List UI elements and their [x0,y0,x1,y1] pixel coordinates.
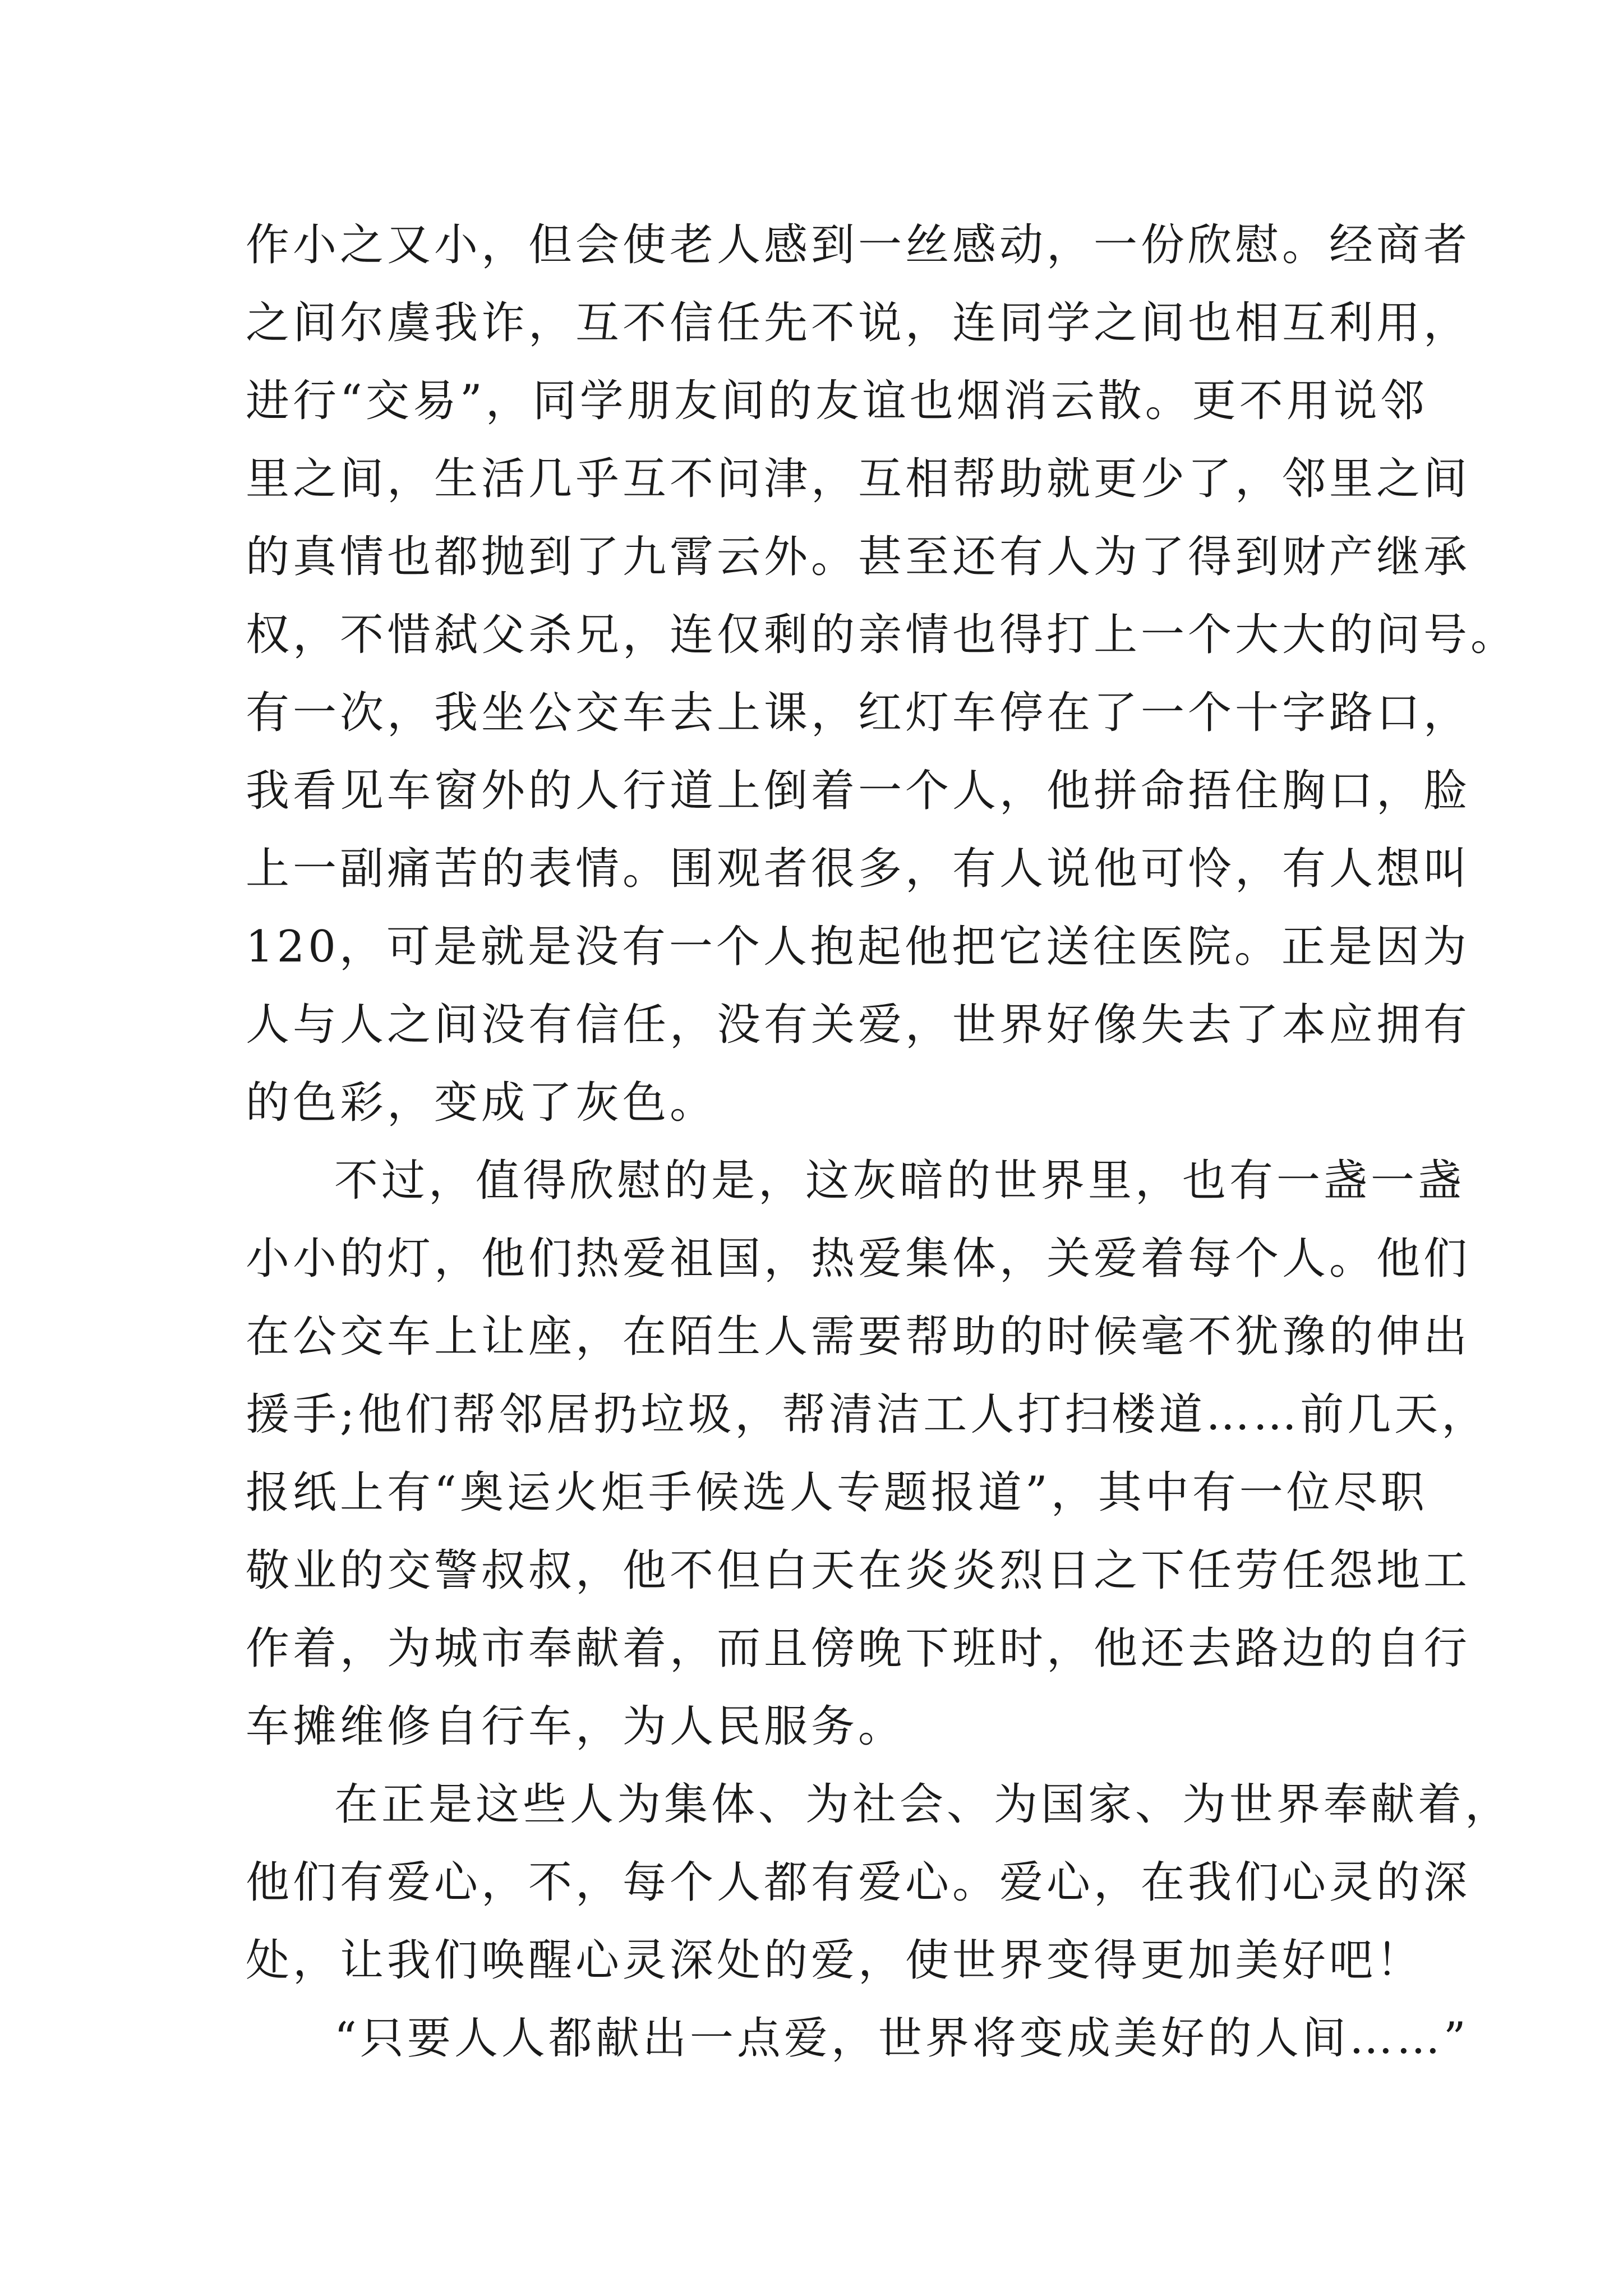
paragraph-first-line: 不过，值得欣慰的是，这灰暗的世界里，也有一盏一盏 [334,1156,1465,1206]
text-line: 作着，为城市奉献着，而且傍晚下班时，他还去路边的自行 [246,1623,1471,1674]
text-line: 报纸上有“奥运火炬手候选人专题报道”，其中有一位尽职 [246,1467,1428,1518]
body-text [246,206,1518,2078]
text-line: 作小之又小，但会使老人感到一丝感动，一份欣慰。经商者 [246,220,1471,270]
text-line: 里之间，生活几乎互不问津，互相帮助就更少了，邻里之间 [246,454,1471,504]
text-line: 之间尔虞我诈，互不信任先不说，连同学之间也相互利用， [246,298,1471,348]
text-line: 上一副痛苦的表情。围观者很多，有人说他可怜，有人想叫 [246,844,1471,894]
paragraph-first-line: 在正是这些人为集体、为社会、为国家、为世界奉献着， [334,1779,1513,1830]
text-line: 我看见车窗外的人行道上倒着一个人，他拼命捂住胸口，脸 [246,766,1471,816]
text-line: 他们有爱心，不，每个人都有爱心。爱心，在我们心灵的深 [246,1857,1471,1908]
text-line: 进行“交易”，同学朋友间的友谊也烟消云散。更不用说邻 [246,376,1428,426]
text-line: 权，不惜弑父杀兄，连仅剩的亲情也得打上一个大大的问号。 [246,610,1518,660]
text-line: 在公交车上让座，在陌生人需要帮助的时候毫不犹豫的伸出 [246,1312,1471,1362]
text-line: 人与人之间没有信任，没有关爱，世界好像失去了本应拥有 [246,1000,1471,1050]
text-line: 车摊维修自行车，为人民服务。 [246,1701,906,1752]
text-line: 的真情也都抛到了九霄云外。甚至还有人为了得到财产继承 [246,532,1471,582]
text-line: 处，让我们唤醒心灵深处的爱，使世界变得更加美好吧！ [246,1935,1424,1986]
text-line: 援手;他们帮邻居扔垃圾，帮清洁工人打扫楼道……前几天， [246,1389,1489,1440]
text-line: 的色彩，变成了灰色。 [246,1078,717,1128]
quote-line: “只要人人都献出一点爱，世界将变成美好的人间……” [334,2013,1469,2064]
text-line: 小小的灯，他们热爱祖国，热爱集体，关爱着每个人。他们 [246,1234,1471,1284]
text-line: 敬业的交警叔叔，他不但白天在炎炎烈日之下任劳任怨地工 [246,1545,1471,1596]
text-line: 120，可是就是没有一个人抱起他把它送往医院。正是因为 [246,922,1470,972]
text-line: 有一次，我坐公交车去上课，红灯车停在了一个十字路口， [246,688,1471,738]
